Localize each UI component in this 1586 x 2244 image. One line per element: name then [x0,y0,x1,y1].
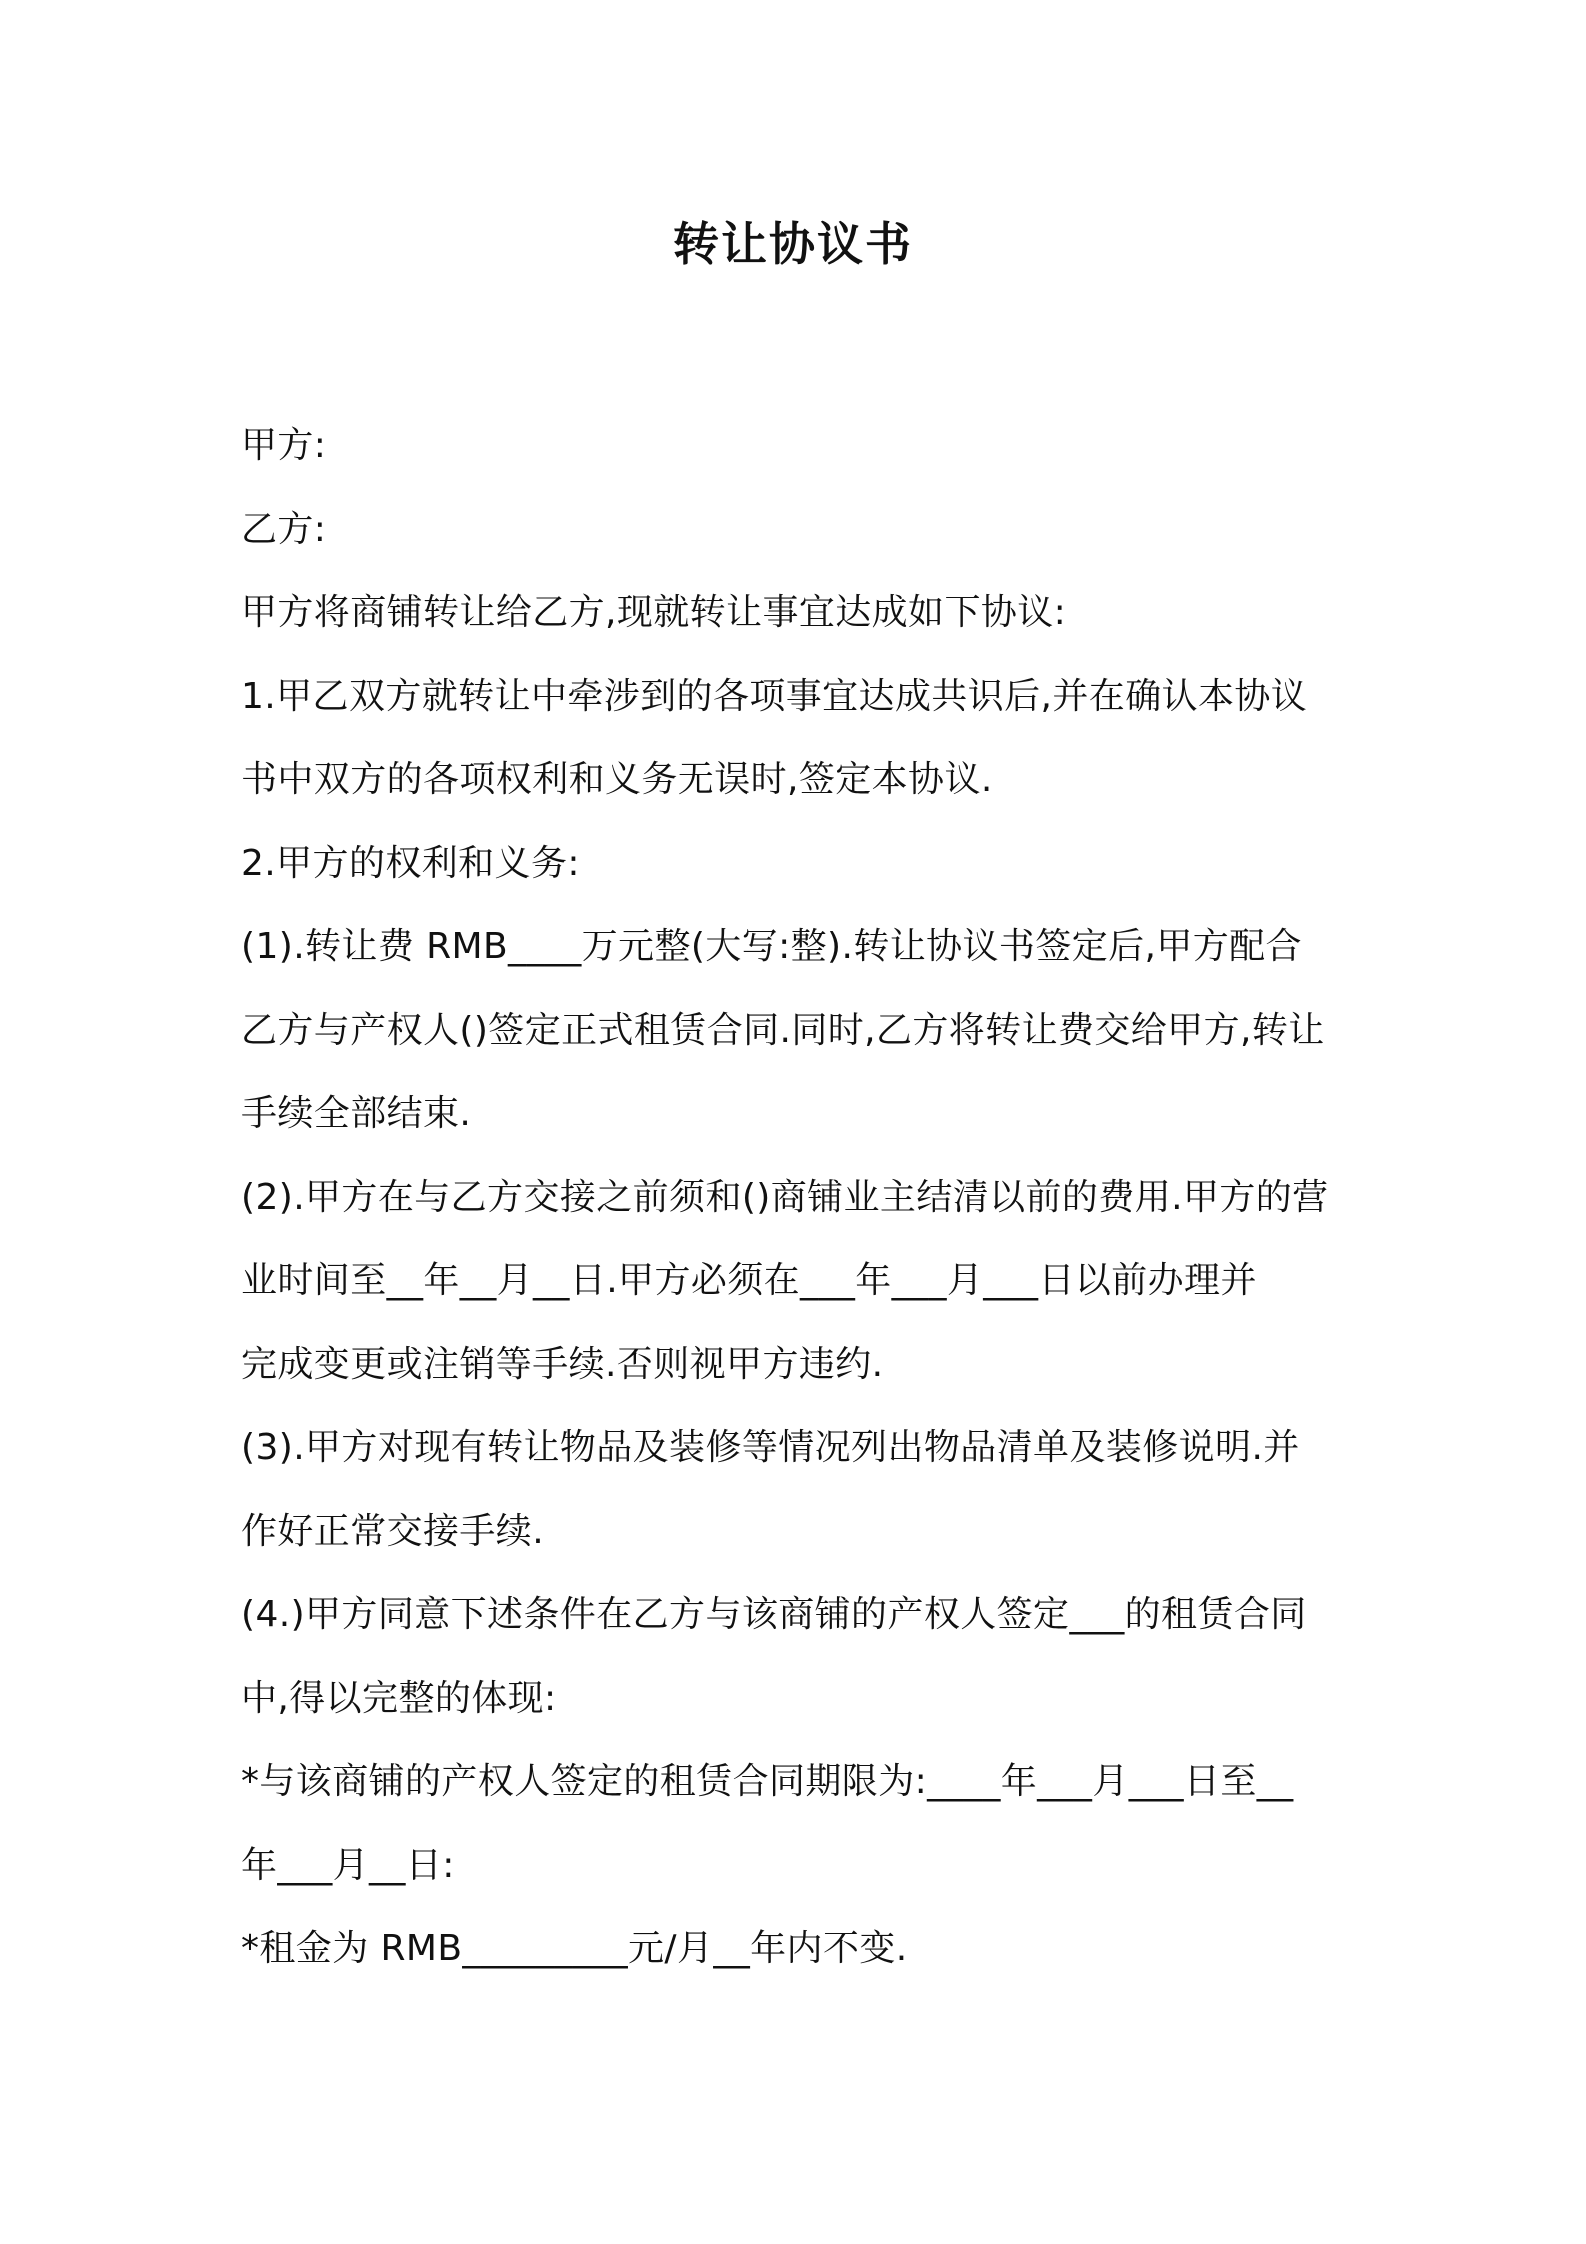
clause-2-2-line-3: 完成变更或注销等手续.否则视甲方违约. [241,1343,884,1385]
clause-1-line-2: 书中双方的各项权利和义务无误时,签定本协议. [241,759,993,800]
clause-2-3-line-1: (3).甲方对现有转让物品及装修等情况列出物品清单及装修说明.并 [241,1427,1300,1468]
rent-line: *租金为 RMB_________元/月__年内不变. [241,1928,908,1969]
clause-1-line-1: 1.甲乙双方就转让中牵涉到的各项事宜达成共识后,并在确认本协议 [241,675,1308,717]
clause-2-4-line-1: (4.)甲方同意下述条件在乙方与该商铺的产权人签定___的租赁合同 [241,1594,1307,1635]
clause-2-1-line-2: 乙方与产权人()签定正式租赁合同.同时,乙方将转让费交给甲方,转让 [241,1009,1325,1051]
lease-term-line-1: *与该商铺的产权人签定的租赁合同期限为:____年___月___日至__ [241,1761,1294,1802]
party-a-line: 甲方: [241,425,327,466]
clause-2-1-line-1: (1).转让费 RMB____万元整(大写:整).转让协议书签定后,甲方配合 [241,926,1302,967]
clause-2-1-line-3: 手续全部结束. [241,1093,472,1134]
lease-term-line-2: 年___月__日: [241,1844,455,1886]
intro-line: 甲方将商铺转让给乙方,现就转让事宜达成如下协议: [241,592,1067,633]
document-title: 转让协议书 [673,217,913,271]
clause-2-2-line-1: (2).甲方在与乙方交接之前须和()商铺业主结清以前的费用.甲方的营 [241,1176,1329,1218]
clause-2-heading: 2.甲方的权利和义务: [241,842,580,884]
clause-2-2-line-2: 业时间至__年__月__日.甲方必须在___年___月___日以前办理并 [241,1260,1257,1301]
clause-2-3-line-2: 作好正常交接手续. [241,1510,545,1552]
party-b-line: 乙方: [241,508,327,550]
clause-2-4-line-2: 中,得以完整的体现: [241,1677,557,1719]
document-body [241,404,1351,1991]
